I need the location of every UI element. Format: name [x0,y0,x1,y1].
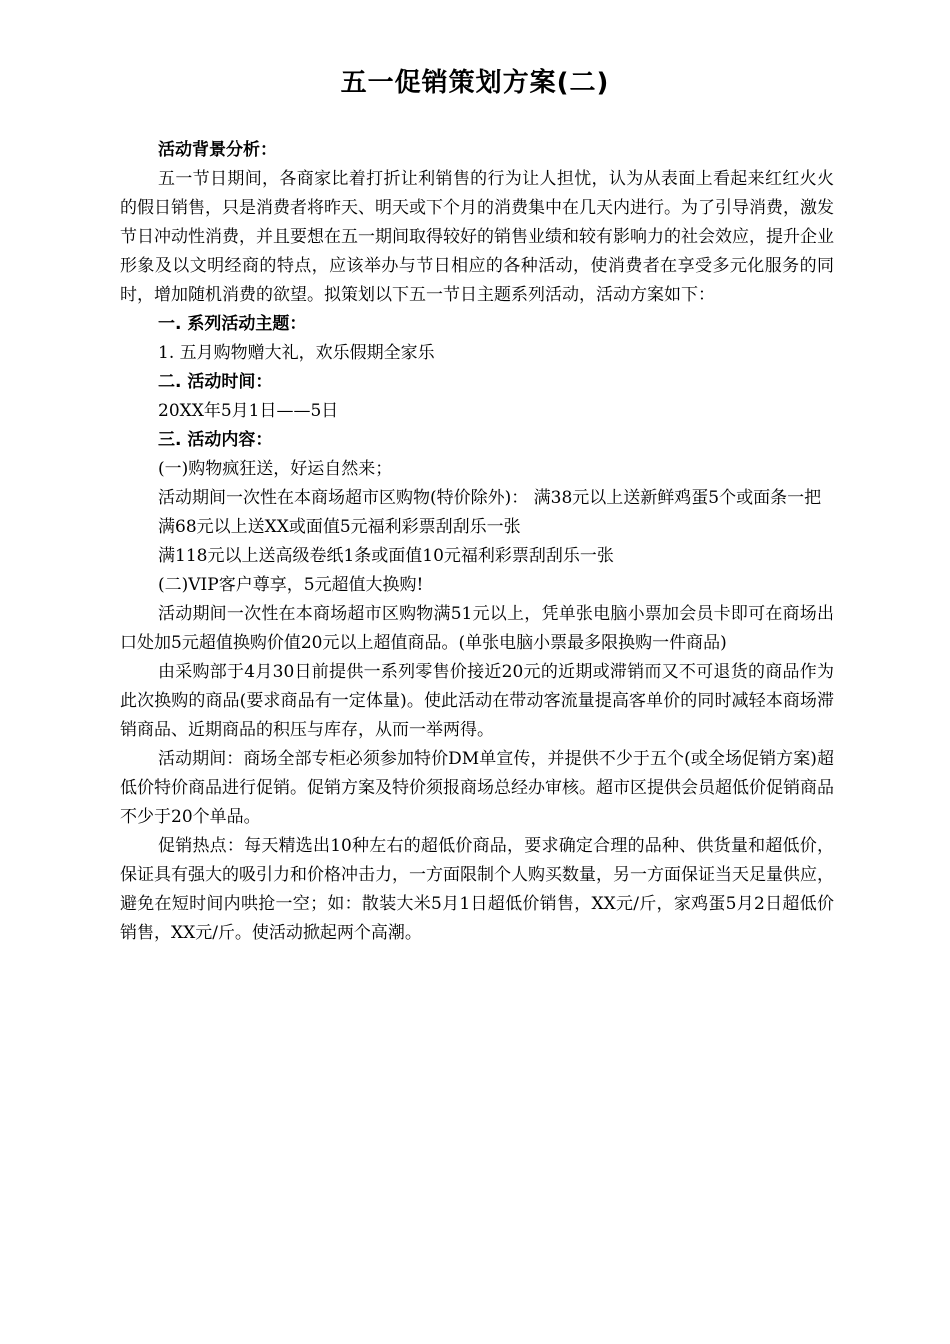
paragraph-content-2-rule: 活动期间一次性在本商场超市区购物满51元以上，凭单张电脑小票加会员卡即可在商场出口处加5元超值换购价值20元以上超值商品。(单张电脑小票最多限换购一件商品) [120,604,834,653]
paragraph-content-hotspot: 促销热点：每天精选出10种左右的超低价商品，要求确定合理的品种、供货量和超低价，保证具有强大的吸引力和价格冲击力，一方面限制个人购买数量，另一方面保证当天足量供应，避免在短时间内哄抢一空；如：散装大米5月1日超低价销售，XX元/斤，家鸡蛋5月2日超低价销售，XX元/斤。使活动掀起两个高潮。 [120,836,834,943]
paragraph-content-promotion-period: 活动期间：商场全部专柜必须参加特价DM单宣传，并提供不少于五个(或全场促销方案)超低价特价商品进行促销。促销方案及特价须报商场总经办审核。超市区提供会员超低价促销商品不少于20个单品。 [120,749,834,827]
section-heading-background: 活动背景分析： [158,140,277,160]
paragraph-background: 五一节日期间，各商家比着打折让利销售的行为让人担忧，认为从表面上看起来红红火火的假日销售，只是消费者将昨天、明天或下个月的消费集中在几天内进行。为了引导消费，激发节日冲动性消费，并且要想在五一期间取得较好的销售业绩和较有影响力的社会效应，提升企业形象及以文明经商的特点，应该举办与节日相应的各种活动，使消费者在享受多元化服务的同时，增加随机消费的欲望。拟策划以下五一节日主题系列活动，活动方案如下： [120,169,834,305]
document-body [120,136,834,948]
section-heading-content: 三. 活动内容： [158,430,273,450]
section-heading-time: 二. 活动时间： [158,372,273,392]
paragraph-content-1-tier-68: 满68元以上送XX或面值5元福利彩票刮刮乐一张 [158,517,521,537]
paragraph-content-1-tier-38: 活动期间一次性在本商场超市区购物(特价除外)： 满38元以上送新鲜鸡蛋5个或面条一把 [158,488,822,508]
paragraph-time: 20XX年5月1日——5日 [158,401,339,421]
paragraph-content-2-procurement: 由采购部于4月30日前提供一系列零售价接近20元的近期或滞销而又不可退货的商品作为此次换购的商品(要求商品有一定体量)。使此活动在带动客流量提高客单价的同时减轻本商场滞销商品、近期商品的积压与库存，从而一举两得。 [120,662,834,740]
paragraph-theme: 1. 五月购物赠大礼，欢乐假期全家乐 [158,343,435,363]
document-title: 五一促销策划方案(二) [340,68,610,98]
paragraph-content-1-title: (一)购物疯狂送，好运自然来； [158,459,393,479]
paragraph-content-1-tier-118: 满118元以上送高级卷纸1条或面值10元福利彩票刮刮乐一张 [158,546,614,566]
paragraph-content-2-title: (二)VIP客户尊享，5元超值大换购! [158,575,424,595]
section-heading-theme: 一. 系列活动主题： [158,314,307,334]
